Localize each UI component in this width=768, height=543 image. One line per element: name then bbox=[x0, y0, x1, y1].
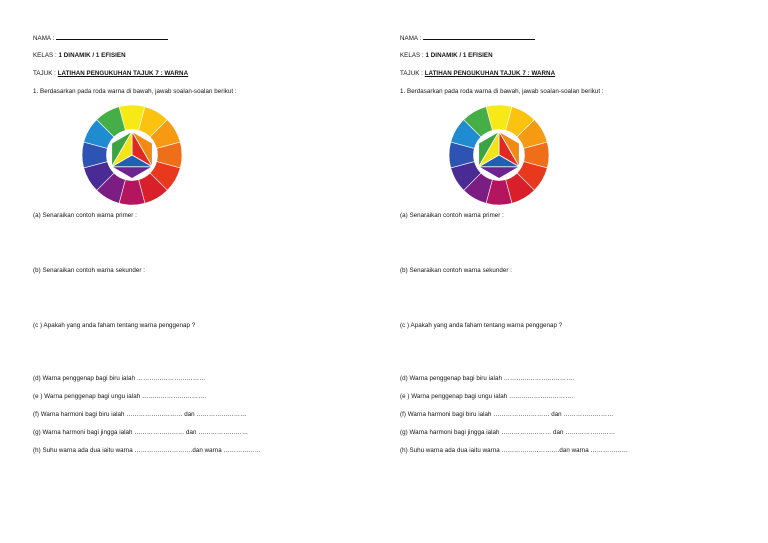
question-f: (f) Warna harmoni bagi biru ialah ……………………… dan …………………… bbox=[33, 411, 247, 418]
tajuk-value: LATIHAN PENGUKUHAN TAJUK 7 : WARNA bbox=[57, 70, 189, 77]
question-h: (h) Suhu warna ada dua iaitu warna ……………………….dan warna ……………… bbox=[33, 447, 261, 454]
kelas-line bbox=[400, 52, 493, 60]
question-e: (e ) Warna penggenap bagi ungu ialah …………………………. bbox=[33, 393, 207, 400]
tajuk-label: TAJUK : bbox=[400, 70, 423, 77]
question-c: (c ) Apakah yang anda faham tentang warna penggenap ? bbox=[400, 322, 563, 329]
color-wheel-image bbox=[448, 104, 550, 206]
question-e: (e ) Warna penggenap bagi ungu ialah …………………………. bbox=[400, 393, 574, 400]
nama-line bbox=[33, 33, 168, 43]
nama-label: NAMA : bbox=[33, 35, 55, 42]
question-1: 1. Berdasarkan pada roda warna di bawah, jawab soalan-soalan berikut : bbox=[400, 88, 604, 95]
nama-line bbox=[400, 33, 535, 43]
question-d: (d) Warna penggenap bagi biru ialah …………………………… bbox=[33, 375, 206, 382]
tajuk-label: TAJUK : bbox=[33, 70, 56, 77]
question-h: (h) Suhu warna ada dua iaitu warna ……………………….dan warna ……………… bbox=[400, 447, 628, 454]
worksheet-left bbox=[33, 0, 403, 543]
tajuk-value: LATIHAN PENGUKUHAN TAJUK 7 : WARNA bbox=[424, 70, 556, 77]
question-a: (a) Senaraikan contoh warna primer : bbox=[400, 212, 504, 219]
question-a: (a) Senaraikan contoh warna primer : bbox=[33, 212, 137, 219]
kelas-label: KELAS : bbox=[400, 52, 424, 59]
question-b: (b) Senaraikan contoh warna sekunder : bbox=[400, 267, 512, 274]
worksheet-right bbox=[400, 0, 768, 543]
question-c: (c ) Apakah yang anda faham tentang warna penggenap ? bbox=[33, 322, 196, 329]
question-b: (b) Senaraikan contoh warna sekunder : bbox=[33, 267, 145, 274]
nama-label: NAMA : bbox=[400, 35, 422, 42]
question-f: (f) Warna harmoni bagi biru ialah ……………………… dan …………………… bbox=[400, 411, 614, 418]
question-g: (g) Warna harmoni bagi jingga ialah …………………… dan …………………… bbox=[400, 429, 616, 436]
question-1: 1. Berdasarkan pada roda warna di bawah, jawab soalan-soalan berikut : bbox=[33, 88, 237, 95]
nama-blank bbox=[56, 33, 168, 40]
question-g: (g) Warna harmoni bagi jingga ialah …………………… dan …………………… bbox=[33, 429, 249, 436]
kelas-value: 1 DINAMIK / 1 EFISIEN bbox=[58, 52, 126, 59]
tajuk-line bbox=[400, 70, 555, 78]
kelas-value: 1 DINAMIK / 1 EFISIEN bbox=[425, 52, 493, 59]
tajuk-line bbox=[33, 70, 188, 78]
nama-blank bbox=[423, 33, 535, 40]
kelas-line bbox=[33, 52, 126, 60]
question-d: (d) Warna penggenap bagi biru ialah ……………………………. bbox=[400, 375, 575, 382]
kelas-label: KELAS : bbox=[33, 52, 57, 59]
color-wheel-image bbox=[81, 104, 183, 206]
